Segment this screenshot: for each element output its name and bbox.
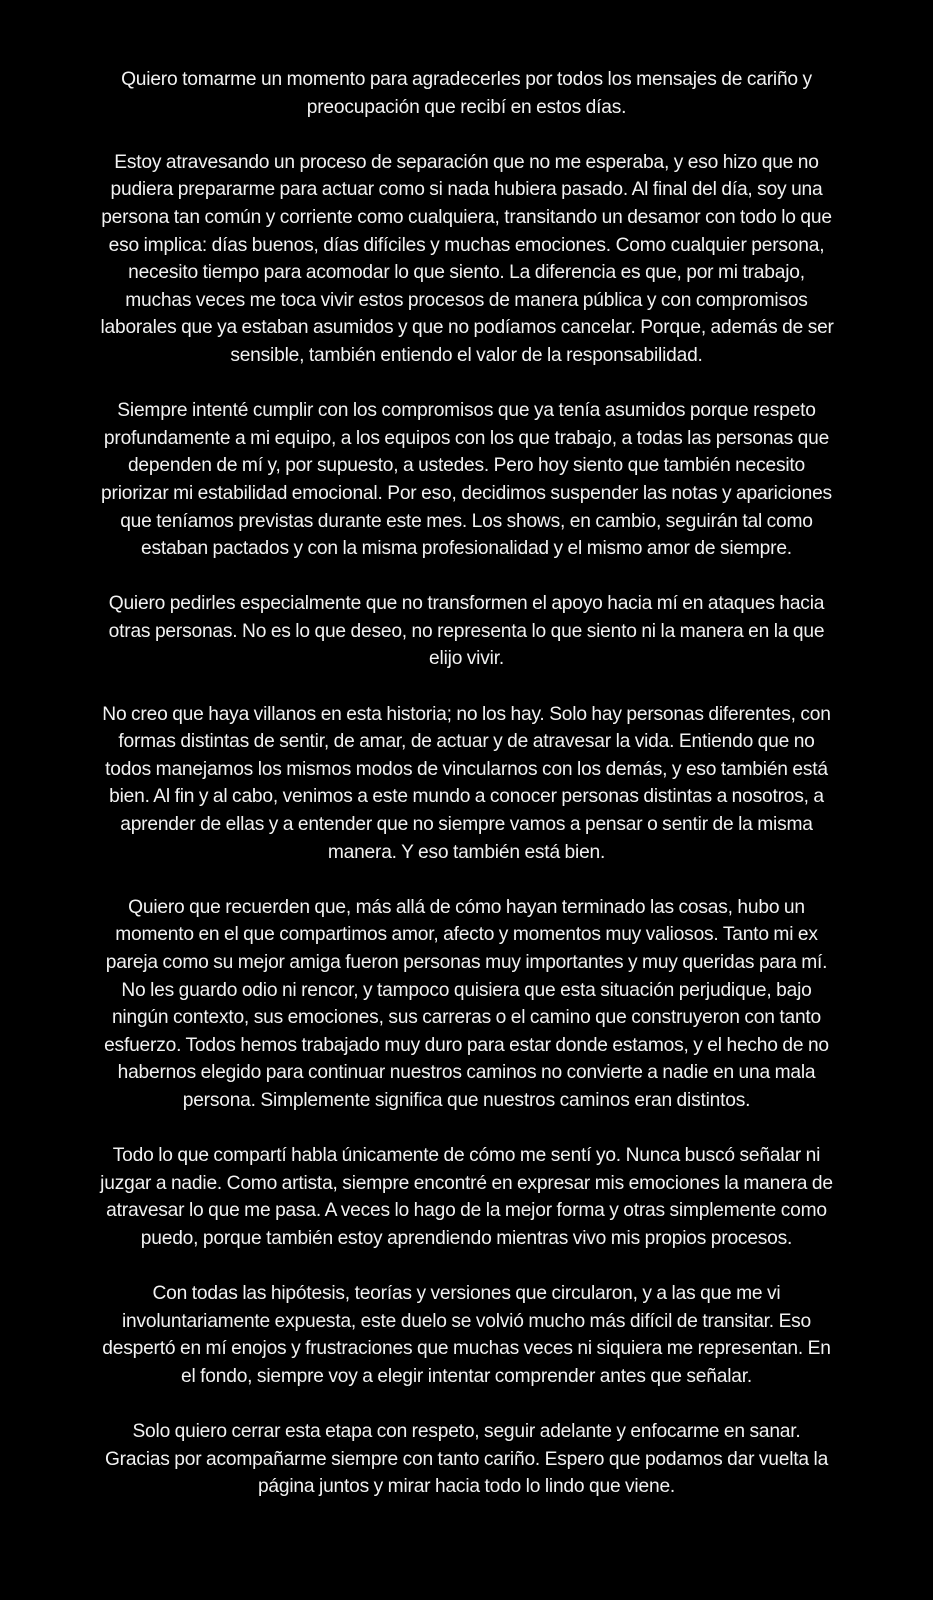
text-line: Siempre intenté cumplir con los compromisos que ya tenía asumidos porque respeto (117, 400, 816, 422)
text-line: sensible, también entiendo el valor de la responsabilidad. (230, 344, 703, 366)
paragraph (100, 66, 833, 121)
text-line: Quiero pedirles especialmente que no transformen el apoyo hacia mí en ataques hacia (108, 593, 825, 615)
text-line: pareja como su mejor amiga fueron personas muy importantes y muy queridas para mí. (105, 952, 828, 973)
text-line: Con todas las hipótesis, teorías y versiones que circularon, y a las que me vi (152, 1283, 781, 1305)
text-line: dependen de mí y, por supuesto, a ustedes. Pero hoy siento que también necesito (127, 455, 806, 477)
paragraph (100, 1418, 833, 1501)
text-line: despertó en mí enojos y frustraciones que muchas veces ni siquiera me representan. En (102, 1338, 831, 1360)
paragraph (100, 1280, 833, 1390)
text-line: bien. Al fin y al cabo, venimos a este mundo a conocer personas distintas a nosotros, a (109, 786, 824, 808)
text-line: momento en el que compartimos amor, afecto y momentos muy valiosos. Tanto mi ex (115, 924, 818, 946)
paragraph (100, 397, 833, 563)
text-line: ningún contexto, sus emociones, sus carreras o el camino que construyeron con tanto (111, 1007, 822, 1029)
text-line: preocupación que recibí en estos días. (306, 96, 627, 118)
text-line: laborales que ya estaban asumidos y que no podíamos cancelar. Porque, además de ser (100, 317, 834, 339)
text-line: Solo quiero cerrar esta etapa con respeto, seguir adelante y enfocarme en sanar. (132, 1421, 801, 1443)
text-line: que teníamos previstas durante este mes. Los shows, en cambio, seguirán tal como (120, 510, 813, 532)
paragraph (100, 1142, 833, 1252)
statement-text (100, 66, 833, 1528)
paragraph (100, 701, 833, 867)
text-line: página juntos y mirar hacia todo lo lindo que viene. (257, 1476, 676, 1498)
paragraph (100, 149, 833, 370)
text-line: persona tan común y corriente como cualquiera, transitando un desamor con todo lo que (101, 206, 832, 228)
text-line: persona. Simplemente significa que nuestros caminos eran distintos. (182, 1089, 751, 1111)
text-line: pudiera prepararme para actuar como si nada hubiera pasado. Al final del día, soy una (110, 179, 823, 201)
text-line: Estoy atravesando un proceso de separación que no me esperaba, y eso hizo que no (114, 151, 819, 173)
text-line: involuntariamente expuesta, este duelo se volvió mucho más difícil de transitar. Eso (121, 1310, 812, 1332)
text-line: Quiero tomarme un momento para agradecerles por todos los mensajes de cariño y (121, 69, 812, 90)
text-line: profundamente a mi equipo, a los equipos con los que trabajo, a todas las personas que (103, 427, 830, 449)
text-line: Gracias por acompañarme siempre con tanto cariño. Espero que podamos dar vuelta la (104, 1448, 829, 1470)
text-line: otras personas. No es lo que deseo, no representa lo que siento ni la manera en la que (108, 620, 825, 642)
text-line: eso implica: días buenos, días difíciles y muchas emociones. Como cualquier persona, (108, 234, 825, 256)
paragraph (100, 590, 833, 673)
text-line: estaban pactados y con la misma profesionalidad y el mismo amor de siempre. (141, 538, 792, 560)
text-line: manera. Y eso también está bien. (327, 841, 606, 863)
text-line: necesito tiempo para acomodar lo que siento. La diferencia es que, por mi trabajo, (128, 262, 805, 284)
text-line: aprender de ellas y a entender que no siempre vamos a pensar o sentir de la misma (120, 814, 813, 836)
text-line: atravesar lo que me pasa. A veces lo hago de la mejor forma y otras simplemente como (106, 1200, 827, 1222)
text-line: No creo que haya villanos en esta historia; no los hay. Solo hay personas diferentes, con (102, 703, 831, 725)
text-line: formas distintas de sentir, de amar, de actuar y de atravesar la vida. Entiendo que no (118, 731, 815, 753)
text-line: habernos elegido para continuar nuestros caminos no convierte a nadie en una mala (117, 1062, 816, 1084)
text-line: No les guardo odio ni rencor, y tampoco quisiera que esta situación perjudique, bajo (121, 979, 812, 1001)
text-line: todos manejamos los mismos modos de vincularnos con los demás, y eso también está (105, 758, 828, 780)
text-line: priorizar mi estabilidad emocional. Por eso, decidimos suspender las notas y apariciones (101, 482, 832, 504)
text-line: esfuerzo. Todos hemos trabajado muy duro para estar donde estamos, y el hecho de no (104, 1034, 829, 1056)
text-line: muchas veces me toca vivir estos procesos de manera pública y con compromisos (125, 289, 808, 311)
paragraph (100, 894, 833, 1115)
text-line: elijo vivir. (429, 648, 504, 670)
text-line: puedo, porque también estoy aprendiendo mientras vivo mis propios procesos. (140, 1227, 793, 1249)
text-line: Todo lo que compartí habla únicamente de cómo me sentí yo. Nunca buscó señalar ni (112, 1145, 821, 1167)
text-line: Quiero que recuerden que, más allá de cómo hayan terminado las cosas, hubo un (128, 896, 805, 918)
text-line: el fondo, siempre voy a elegir intentar comprender antes que señalar. (180, 1365, 753, 1387)
text-line: juzgar a nadie. Como artista, siempre encontré en expresar mis emociones la manera de (100, 1172, 833, 1194)
